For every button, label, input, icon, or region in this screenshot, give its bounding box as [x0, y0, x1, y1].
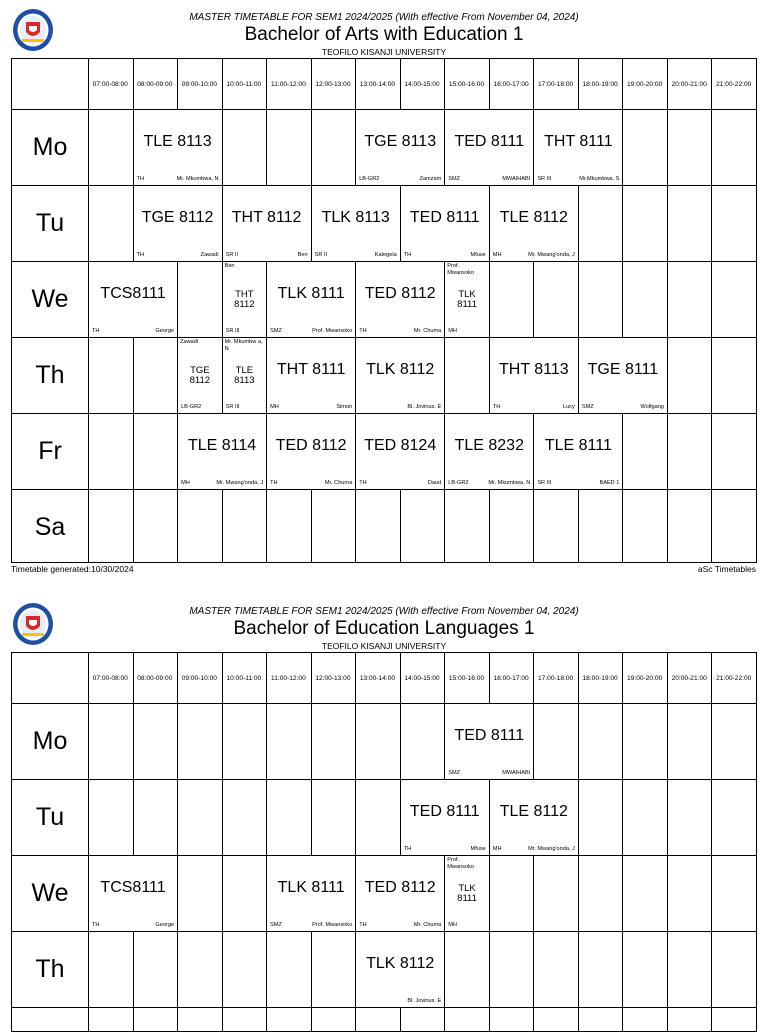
- session-teacher: Mr. Mwang'onda, J: [528, 252, 575, 258]
- day-label: Tu: [35, 208, 65, 237]
- session-room: TH: [270, 480, 278, 486]
- timeslot-header: 08:00-09:00: [137, 674, 173, 682]
- session-teacher: Mr. Mwang'onda, J: [528, 846, 575, 852]
- course-code: TLE 8112: [499, 802, 568, 820]
- course-code: TLE 8113: [143, 132, 212, 150]
- course-code: TGE 8112: [189, 364, 211, 386]
- session-room: SMZ: [270, 328, 282, 334]
- course-code: TLE 8114: [187, 436, 257, 454]
- session-room: MH: [492, 846, 502, 852]
- day-label: Th: [35, 360, 65, 389]
- class-session-card[interactable]: [266, 856, 356, 931]
- timeslot-header: 17:00-18:00: [537, 80, 574, 88]
- session-room: SMZ: [448, 770, 461, 776]
- class-session-card[interactable]: [444, 110, 534, 185]
- session-teacher: Mfuse: [470, 846, 486, 852]
- timeslot-header: 21:00-22:00: [716, 674, 752, 682]
- day-label: Mo: [32, 132, 68, 161]
- course-code: TED 8112: [364, 878, 436, 896]
- session-teacher: Wolfgang: [640, 404, 664, 410]
- timeslot-header: 15:00-16:00: [448, 674, 485, 682]
- session-teacher: Mr. Mkumbwa, N: [488, 480, 531, 486]
- session-room: TH: [403, 252, 412, 258]
- session-room: SR III: [225, 328, 240, 334]
- class-session-card[interactable]: [222, 186, 312, 261]
- session-teacher: Kategela: [374, 252, 397, 258]
- course-code: TED 8124: [364, 436, 437, 454]
- university-name: TEOFILO KISANJI UNIVERSITY: [321, 47, 447, 57]
- class-session-card[interactable]: [489, 186, 579, 261]
- course-code: TLK 8112: [366, 360, 435, 378]
- timeslot-header: 19:00-20:00: [627, 674, 663, 682]
- timeslot-header: 07:00-08:00: [92, 674, 128, 682]
- session-room: LB-GR2: [448, 480, 469, 486]
- timeslot-header: 11:00-12:00: [271, 80, 306, 88]
- session-room: SR II: [314, 252, 328, 258]
- software-credit: aSc Timetables: [697, 564, 756, 574]
- column-divider: [177, 653, 178, 1031]
- timeslot-header: 10:00-11:00: [226, 80, 262, 88]
- session-teacher: Prof. Mwansoko: [312, 922, 353, 928]
- class-session-card[interactable]: [355, 338, 445, 413]
- class-session-card[interactable]: [444, 856, 490, 931]
- session-room: TH: [403, 846, 412, 852]
- course-code: TED 8112: [364, 284, 436, 302]
- day-label: We: [31, 284, 69, 313]
- session-teacher: Bl. Jovinus. E: [407, 404, 442, 410]
- session-teacher-top: Ben: [224, 263, 235, 269]
- session-room: SMZ: [581, 404, 594, 410]
- session-teacher: Mr. Chuma: [413, 328, 442, 334]
- course-code: THT 8112: [234, 288, 255, 310]
- class-session-card[interactable]: [88, 262, 178, 337]
- column-divider: [88, 653, 89, 1031]
- session-room: LB-GR2: [181, 404, 202, 410]
- course-code: THT 8111: [276, 360, 346, 378]
- course-code: TLE 8113: [234, 364, 255, 386]
- session-room: SMZ: [270, 922, 282, 928]
- column-divider: [133, 653, 134, 1031]
- class-session-card[interactable]: [355, 932, 445, 1007]
- class-session-card[interactable]: [355, 856, 445, 931]
- session-room: MH: [181, 480, 190, 486]
- day-label: Mo: [32, 726, 68, 755]
- course-code: TLE 8112: [499, 208, 568, 226]
- timeslot-header: 18:00-19:00: [582, 674, 618, 682]
- row-divider: [12, 779, 756, 780]
- course-code: TLK 8112: [366, 954, 435, 972]
- timeslot-header: 20:00-21:00: [671, 80, 707, 88]
- program-title: Bachelor of Arts with Education 1: [244, 24, 524, 45]
- timeslot-header: 17:00-18:00: [537, 674, 574, 682]
- course-code: TLK 8111: [277, 878, 345, 896]
- class-session-card[interactable]: [444, 704, 534, 779]
- column-divider: [667, 59, 668, 562]
- class-session-card[interactable]: [400, 780, 490, 855]
- session-teacher: Simon: [336, 404, 353, 410]
- class-session-card[interactable]: [222, 262, 268, 337]
- course-code: TLE 8111: [544, 436, 612, 454]
- row-divider: [12, 489, 756, 490]
- session-teacher: Mr.Mkumbwa, S: [579, 176, 620, 182]
- session-teacher: MWAIHABI: [502, 176, 531, 182]
- timeslot-header: 11:00-12:00: [271, 674, 306, 682]
- session-teacher: Mr. Chuma: [324, 480, 353, 486]
- class-session-card[interactable]: [578, 338, 668, 413]
- timeslot-header: 20:00-21:00: [671, 674, 707, 682]
- row-divider: [12, 1007, 756, 1008]
- course-code: TED 8112: [275, 436, 347, 454]
- timetable-page-2: [0, 596, 768, 1024]
- class-session-card[interactable]: [266, 262, 356, 337]
- course-code: TLE 8232: [454, 436, 524, 454]
- timetable-header-line: MASTER TIMETABLE FOR SEM1 2024/2025 (With effective From November 04, 2024): [189, 12, 579, 23]
- session-room: TH: [359, 480, 367, 486]
- column-divider: [711, 653, 712, 1031]
- session-teacher: George: [155, 922, 175, 928]
- session-room: TH: [136, 176, 144, 182]
- column-divider: [711, 59, 712, 562]
- course-code: TLK 8111: [277, 284, 345, 302]
- day-label: We: [31, 878, 69, 907]
- session-teacher: Ben: [297, 252, 308, 258]
- course-code: TLK 8111: [457, 882, 477, 904]
- session-room: MH: [270, 404, 279, 410]
- session-teacher: George: [155, 328, 175, 334]
- course-code: TED 8111: [409, 802, 480, 820]
- timetable-grid: [11, 58, 757, 563]
- session-teacher: Zamzam: [419, 176, 442, 182]
- session-room: SR II: [225, 252, 239, 258]
- session-teacher: BAED 1: [599, 480, 620, 486]
- course-code: TGE 8111: [587, 360, 659, 378]
- day-label: Tu: [35, 802, 65, 831]
- session-room: MH: [448, 922, 457, 928]
- session-room: SR III: [537, 176, 552, 182]
- session-room: TH: [359, 328, 367, 334]
- session-room: TH: [136, 252, 144, 258]
- class-session-card[interactable]: [311, 186, 401, 261]
- timeslot-header: 13:00-14:00: [359, 674, 396, 682]
- session-teacher: Mr. Mwang'onda, J: [216, 480, 264, 486]
- course-code: TED 8111: [409, 208, 480, 226]
- timeslot-header: 21:00-22:00: [716, 80, 752, 88]
- timeslot-header: 09:00-10:00: [181, 80, 217, 88]
- session-room: LB-GR2: [359, 176, 380, 182]
- timeslot-header: 14:00-15:00: [404, 80, 440, 88]
- day-label: Fr: [38, 436, 62, 465]
- session-room: TH: [359, 922, 367, 928]
- session-teacher: Zawadi: [200, 252, 219, 258]
- course-code: THT 8111: [544, 132, 613, 150]
- class-session-card[interactable]: [444, 262, 490, 337]
- course-code: TED 8111: [454, 726, 525, 744]
- class-session-card[interactable]: [444, 414, 534, 489]
- session-room: TH: [92, 922, 100, 928]
- timetable-header-line: MASTER TIMETABLE FOR SEM1 2024/2025 (With effective From November 04, 2024): [189, 606, 579, 617]
- class-session-card[interactable]: [177, 338, 223, 413]
- timeslot-header: 12:00-13:00: [315, 80, 351, 88]
- timeslot-header: 18:00-19:00: [582, 80, 618, 88]
- session-room: TH: [92, 328, 100, 334]
- timeslot-header: 15:00-16:00: [448, 80, 485, 88]
- course-code: TGE 8113: [364, 132, 437, 150]
- session-room: SR III: [225, 404, 240, 410]
- column-divider: [222, 653, 223, 1031]
- session-teacher-top: Prof. Mwansoko: [447, 263, 475, 276]
- timeslot-header: 12:00-13:00: [315, 674, 351, 682]
- row-divider: [12, 703, 756, 704]
- session-teacher-top: Mr. Mkumbw a, N: [224, 339, 263, 352]
- course-code: TLK 8111: [457, 288, 477, 310]
- course-code: THT 8113: [498, 360, 569, 378]
- class-session-card[interactable]: [355, 110, 445, 185]
- class-session-card[interactable]: [133, 186, 223, 261]
- course-code: TCS8111: [100, 878, 166, 896]
- class-session-card[interactable]: [266, 338, 356, 413]
- timeslot-header: 19:00-20:00: [627, 80, 663, 88]
- session-teacher: Lucy: [563, 404, 575, 410]
- column-divider: [667, 653, 668, 1031]
- class-session-card[interactable]: [489, 338, 579, 413]
- column-divider: [622, 653, 623, 1031]
- session-room: TH: [492, 404, 501, 410]
- course-code: TCS8111: [100, 284, 166, 302]
- session-teacher-top: Prof. Mwansoko: [447, 857, 475, 870]
- class-session-card[interactable]: [88, 856, 178, 931]
- session-room: SMZ: [448, 176, 461, 182]
- session-teacher: Bl. Jovinus. E: [407, 998, 442, 1004]
- course-code: THT 8112: [231, 208, 302, 226]
- program-title: Bachelor of Education Languages 1: [233, 618, 535, 639]
- session-teacher: MWAIHABI: [502, 770, 531, 776]
- session-room: MH: [492, 252, 502, 258]
- class-session-card[interactable]: [533, 110, 623, 185]
- timeslot-header: 16:00-17:00: [493, 674, 529, 682]
- generated-date: Timetable generated:10/30/2024: [11, 564, 134, 574]
- column-divider: [311, 653, 312, 1031]
- course-code: TED 8111: [454, 132, 525, 150]
- session-teacher: Daud: [427, 480, 442, 486]
- timeslot-header: 13:00-14:00: [359, 80, 396, 88]
- timeslot-header: 09:00-10:00: [181, 674, 217, 682]
- session-teacher: Prof. Mwansoko: [312, 328, 353, 334]
- class-session-card[interactable]: [355, 414, 445, 489]
- university-name: TEOFILO KISANJI UNIVERSITY: [321, 641, 447, 651]
- column-divider: [266, 653, 267, 1031]
- session-room: SR III: [537, 480, 552, 486]
- session-teacher: Mr. Chuma: [413, 922, 442, 928]
- session-teacher: Mfuse: [470, 252, 486, 258]
- session-teacher-top: Zawadi: [180, 339, 199, 345]
- session-teacher: Mr. Mkumbwa, N: [176, 176, 219, 182]
- timeslot-header: 16:00-17:00: [493, 80, 529, 88]
- class-session-card[interactable]: [400, 186, 490, 261]
- timetable-grid: [11, 652, 757, 1032]
- day-label: Th: [35, 954, 65, 983]
- class-session-card[interactable]: [177, 414, 267, 489]
- class-session-card[interactable]: [533, 414, 623, 489]
- class-session-card[interactable]: [222, 338, 268, 413]
- session-room: MH: [448, 328, 457, 334]
- timeslot-header: 08:00-09:00: [137, 80, 173, 88]
- class-session-card[interactable]: [489, 780, 579, 855]
- timeslot-header: 07:00-08:00: [92, 80, 128, 88]
- class-session-card[interactable]: [355, 262, 445, 337]
- class-session-card[interactable]: [266, 414, 356, 489]
- class-session-card[interactable]: [133, 110, 223, 185]
- course-code: TGE 8112: [141, 208, 214, 226]
- course-code: TLK 8113: [321, 208, 390, 226]
- timeslot-header: 10:00-11:00: [226, 674, 262, 682]
- day-label: Sa: [34, 512, 66, 541]
- timeslot-header: 14:00-15:00: [404, 674, 440, 682]
